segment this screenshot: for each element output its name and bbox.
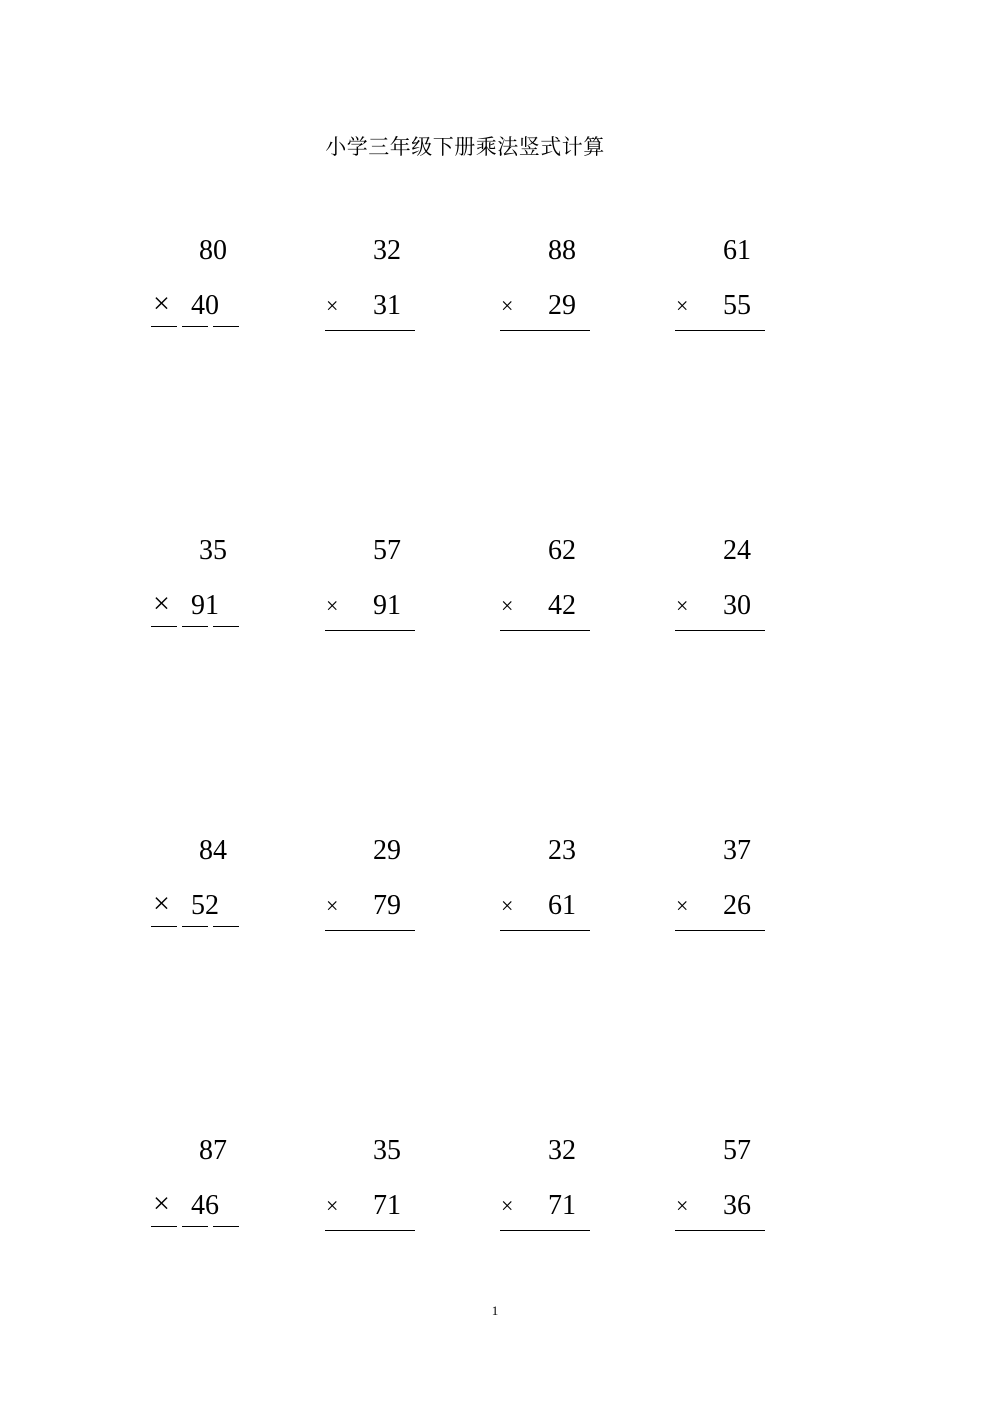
- answer-line: [500, 630, 590, 631]
- multiplier: 91: [191, 590, 219, 621]
- times-sign: ×: [326, 293, 339, 318]
- times-sign: ×: [326, 893, 339, 918]
- times-sign: ×: [676, 893, 689, 918]
- times-sign: ×: [326, 1193, 339, 1218]
- multiplicand: 23: [548, 835, 576, 866]
- multiplicand: 61: [723, 235, 751, 266]
- multiplication-problem: [151, 234, 243, 334]
- answer-line-segment: [213, 1226, 239, 1227]
- answer-line: [325, 630, 415, 631]
- multiplicand: 62: [548, 535, 576, 566]
- multiplication-problem: [500, 834, 592, 934]
- times-sign: ×: [676, 293, 689, 318]
- answer-line: [325, 1230, 415, 1231]
- multiplicand: 35: [373, 1135, 401, 1166]
- page-number: 1: [491, 1303, 499, 1318]
- multiplier: 71: [548, 1190, 576, 1221]
- multiplication-problem: [325, 234, 417, 334]
- multiplier: 91: [373, 590, 401, 621]
- times-sign: ×: [153, 1187, 170, 1220]
- answer-line-segment: [213, 626, 239, 627]
- multiplication-problem: [151, 834, 243, 934]
- multiplication-problem: [500, 234, 592, 334]
- multiplication-problem: [325, 1134, 417, 1234]
- multiplier: 46: [191, 1190, 219, 1221]
- multiplicand: 57: [723, 1135, 751, 1166]
- multiplication-problem: [325, 834, 417, 934]
- multiplication-problem: [151, 534, 243, 634]
- times-sign: ×: [153, 587, 170, 620]
- multiplier: 79: [373, 890, 401, 921]
- times-sign: ×: [501, 593, 514, 618]
- answer-line: [500, 330, 590, 331]
- answer-line: [325, 330, 415, 331]
- answer-line-segment: [151, 926, 177, 927]
- multiplication-problem: [325, 534, 417, 634]
- answer-line: [500, 1230, 590, 1231]
- multiplier: 31: [373, 290, 401, 321]
- times-sign: ×: [501, 293, 514, 318]
- multiplicand: 24: [723, 535, 751, 566]
- multiplication-problem: [675, 834, 767, 934]
- times-sign: ×: [501, 1193, 514, 1218]
- answer-line-segment: [213, 326, 239, 327]
- multiplier: 42: [548, 590, 576, 621]
- multiplier: 36: [723, 1190, 751, 1221]
- multiplier: 52: [191, 890, 219, 921]
- multiplication-problem: [675, 1134, 767, 1234]
- multiplication-problem: [151, 1134, 243, 1234]
- multiplier: 71: [373, 1190, 401, 1221]
- multiplicand: 84: [199, 835, 227, 866]
- multiplicand: 88: [548, 235, 576, 266]
- multiplier: 30: [723, 590, 751, 621]
- times-sign: ×: [676, 593, 689, 618]
- answer-line-segment: [151, 326, 177, 327]
- multiplicand: 80: [199, 235, 227, 266]
- times-sign: ×: [676, 1193, 689, 1218]
- multiplicand: 37: [723, 835, 751, 866]
- times-sign: ×: [501, 893, 514, 918]
- answer-line: [675, 330, 765, 331]
- answer-line: [500, 930, 590, 931]
- multiplicand: 32: [548, 1135, 576, 1166]
- answer-line-segment: [151, 626, 177, 627]
- answer-line-segment: [182, 326, 208, 327]
- multiplicand: 29: [373, 835, 401, 866]
- multiplicand: 87: [199, 1135, 227, 1166]
- times-sign: ×: [326, 593, 339, 618]
- multiplier: 29: [548, 290, 576, 321]
- multiplicand: 57: [373, 535, 401, 566]
- multiplier: 40: [191, 290, 219, 321]
- multiplication-problem: [675, 234, 767, 334]
- multiplier: 26: [723, 890, 751, 921]
- answer-line: [325, 930, 415, 931]
- multiplication-problem: [500, 1134, 592, 1234]
- multiplication-problem: [675, 534, 767, 634]
- multiplicand: 35: [199, 535, 227, 566]
- multiplication-problem: [500, 534, 592, 634]
- answer-line-segment: [182, 926, 208, 927]
- answer-line-segment: [213, 926, 239, 927]
- times-sign: ×: [153, 287, 170, 320]
- multiplicand: 32: [373, 235, 401, 266]
- page-title: 小学三年级下册乘法竖式计算: [325, 135, 605, 159]
- answer-line-segment: [182, 626, 208, 627]
- times-sign: ×: [153, 887, 170, 920]
- answer-line: [675, 930, 765, 931]
- answer-line-segment: [182, 1226, 208, 1227]
- multiplier: 55: [723, 290, 751, 321]
- multiplier: 61: [548, 890, 576, 921]
- answer-line: [675, 1230, 765, 1231]
- answer-line-segment: [151, 1226, 177, 1227]
- answer-line: [675, 630, 765, 631]
